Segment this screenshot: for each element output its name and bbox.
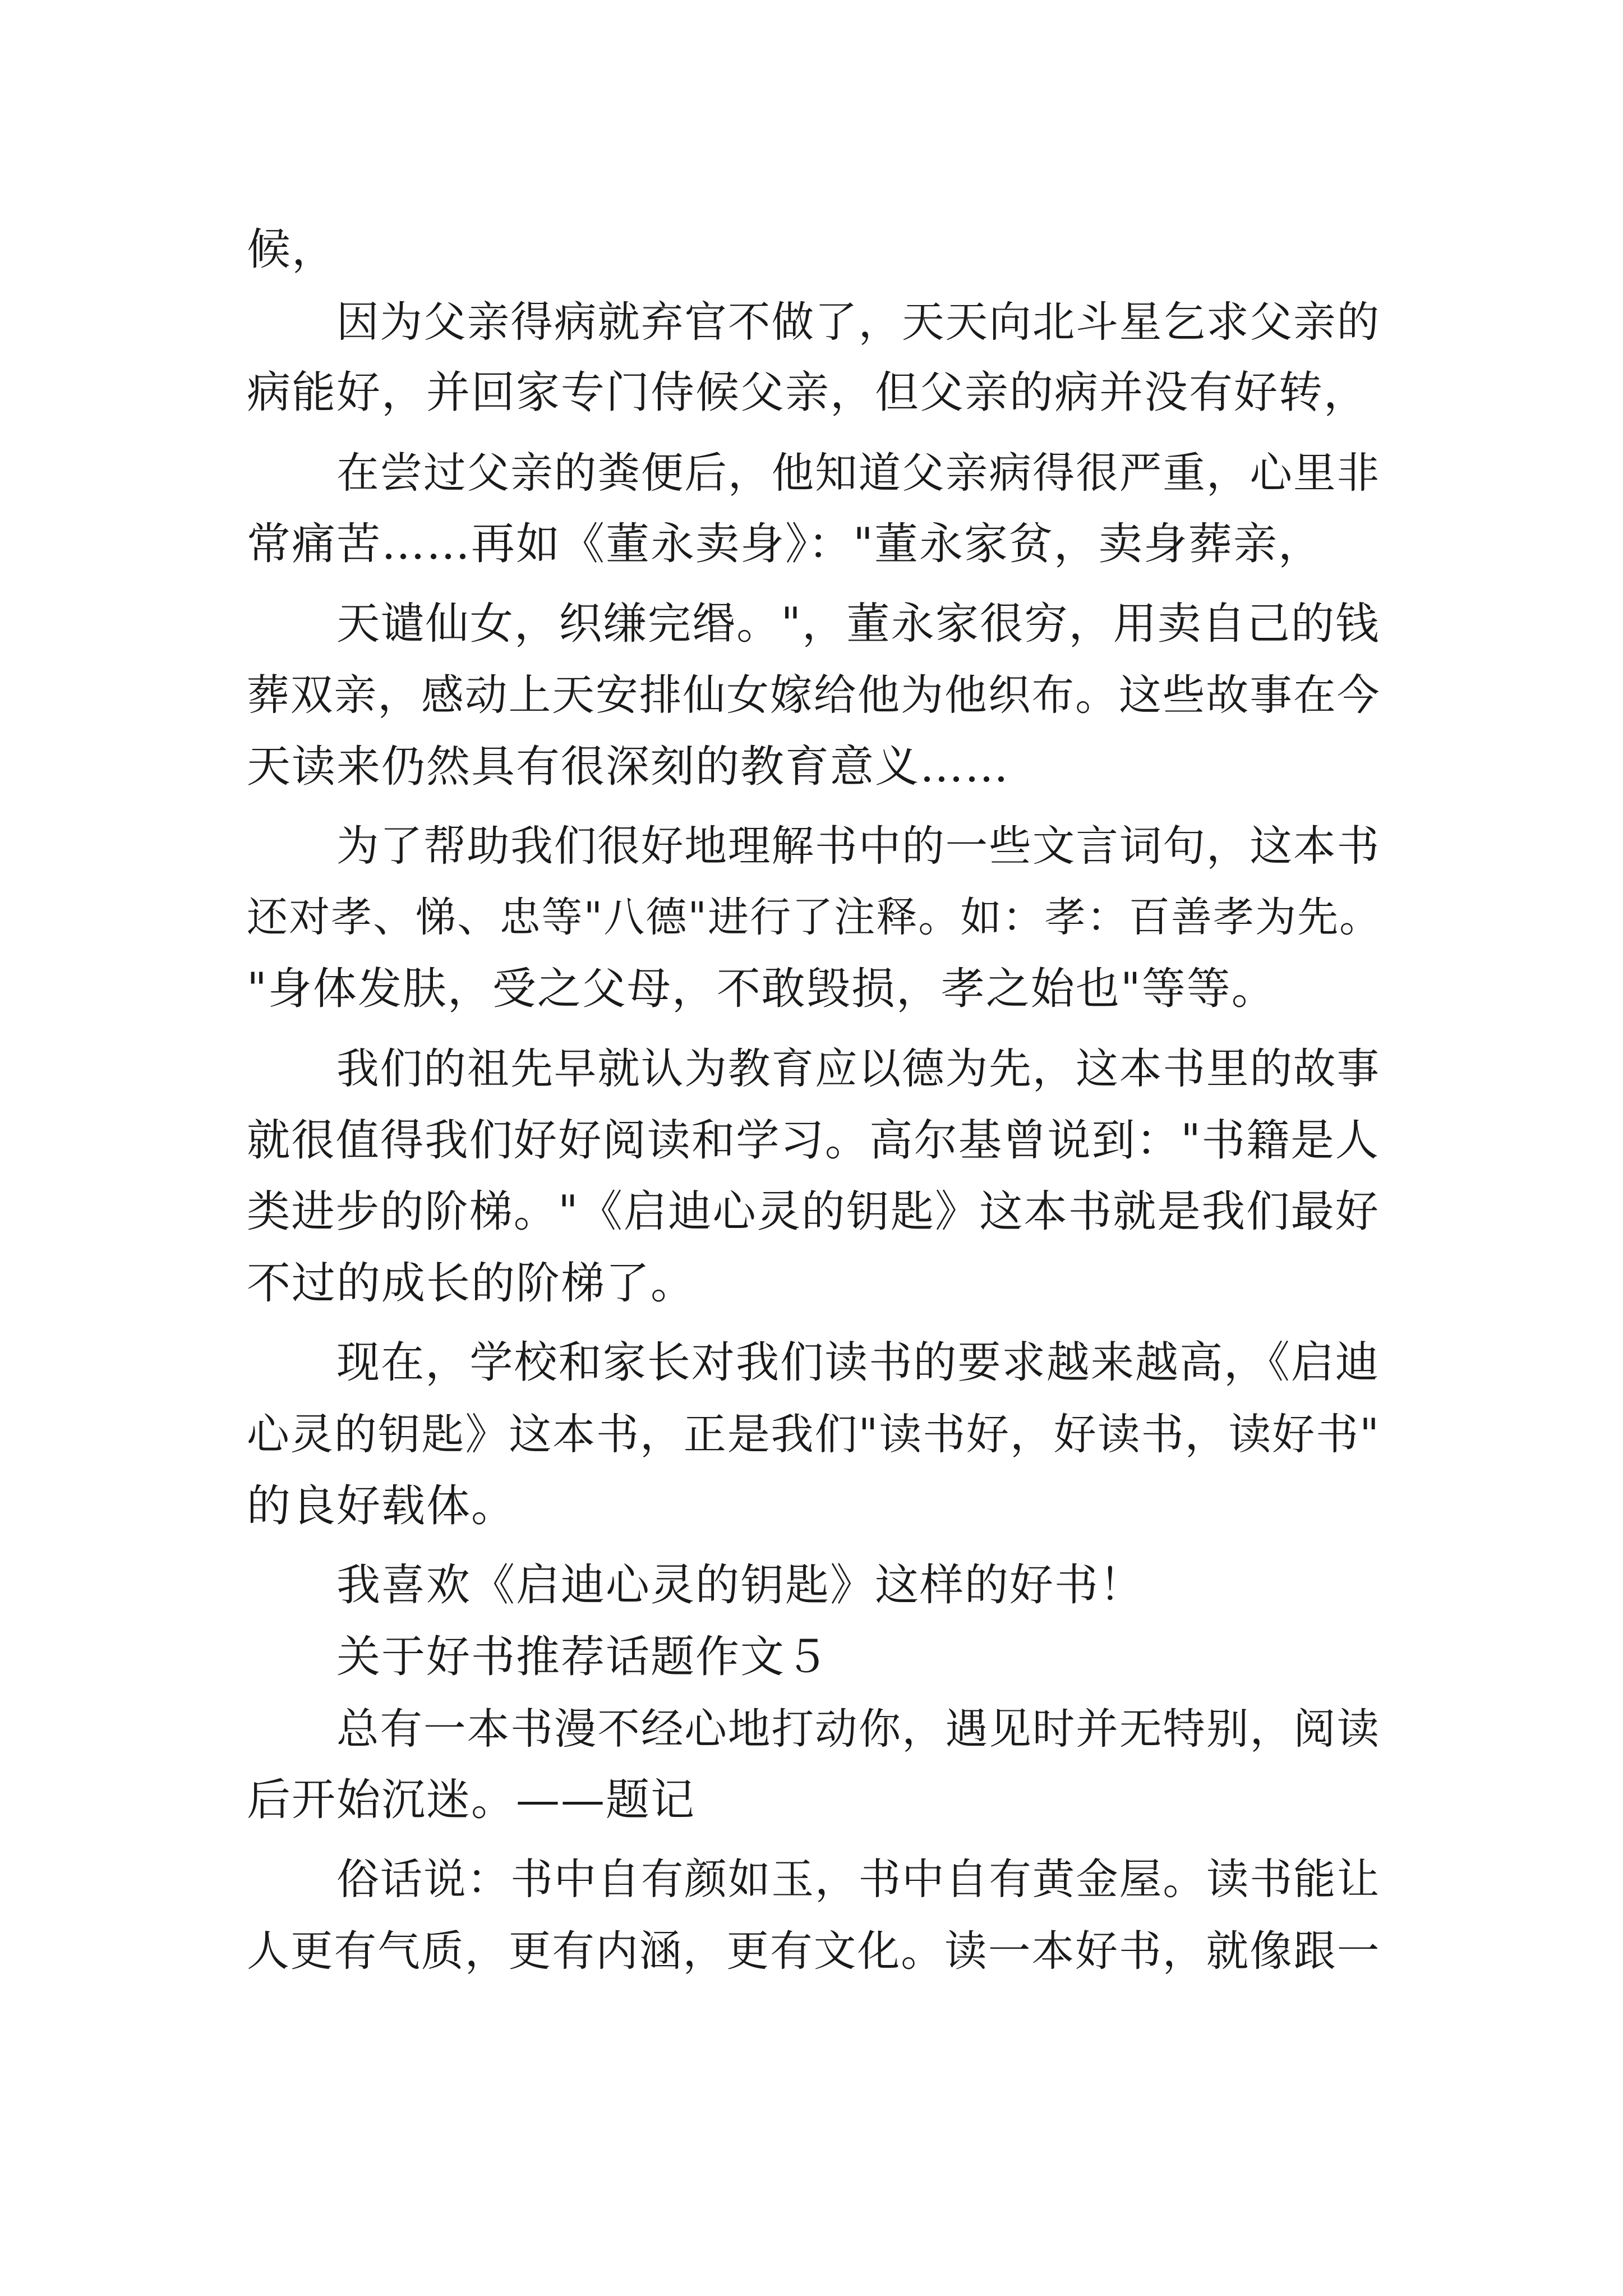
text-line: 俗话说：书中自有颜如玉，书中自有黄金屋。读书能让	[336, 1855, 1381, 1904]
text-line: 就很值得我们好好阅读和学习。高尔基曾说到："书籍是人	[247, 1115, 1380, 1166]
text-line: 常痛苦……再如《董永卖身》："董永家贫，卖身葬亲，	[247, 519, 1323, 569]
text-line: 的良好载体。	[247, 1481, 517, 1531]
text-line: 人更有气质，更有内涵，更有文化。读一本好书，就像跟一	[247, 1926, 1381, 1976]
text-line: 天读来仍然具有很深刻的教育意义……	[247, 742, 1010, 792]
text-line: 还对孝、悌、忠等"八德"进行了注释。如：孝：百善孝为先。	[247, 894, 1382, 941]
text-line: 心灵的钥匙》这本书，正是我们"读书好，好读书，读好书"	[247, 1410, 1381, 1459]
text-line: 为了帮助我们很好地理解书中的一些文言词句，这本书	[336, 821, 1381, 871]
text-line: 病能好，并回家专门侍候父亲，但父亲的病并没有好转，	[247, 367, 1369, 418]
text-line: 现在，学校和家长对我们读书的要求越来越高，《启迪	[336, 1337, 1380, 1388]
text-line: 总有一本书漫不经心地打动你，遇见时并无特别，阅读	[336, 1704, 1381, 1754]
text-line: "身体发肤，受之父母，不敢毁损，孝之始也"等等。	[247, 964, 1276, 1014]
text-line: 后开始沉迷。——题记	[247, 1775, 696, 1825]
text-line: 天谴仙女，织缣完缗。"，董永家很穷，用卖自己的钱	[336, 599, 1380, 649]
text-line: 类进步的阶梯。"《启迪心灵的钥匙》这本书就是我们最好	[247, 1186, 1380, 1237]
text-line: 不过的成长的阶梯了。	[247, 1258, 696, 1309]
text-line: 我喜欢《启迪心灵的钥匙》这样的好书！	[336, 1560, 1145, 1611]
section-heading: 关于好书推荐话题作文５	[336, 1632, 831, 1682]
text-line: 葬双亲，感动上天安排仙女嫁给他为他织布。这些故事在今	[247, 670, 1381, 720]
text-line: 候，	[247, 224, 337, 275]
text-line: 我们的祖先早就认为教育应以德为先，这本书里的故事	[336, 1044, 1381, 1093]
text-line: 在尝过父亲的粪便后，他知道父亲病得很严重，心里非	[336, 448, 1381, 498]
text-line: 因为父亲得病就弃官不做了，天天向北斗星乞求父亲的	[336, 297, 1381, 347]
